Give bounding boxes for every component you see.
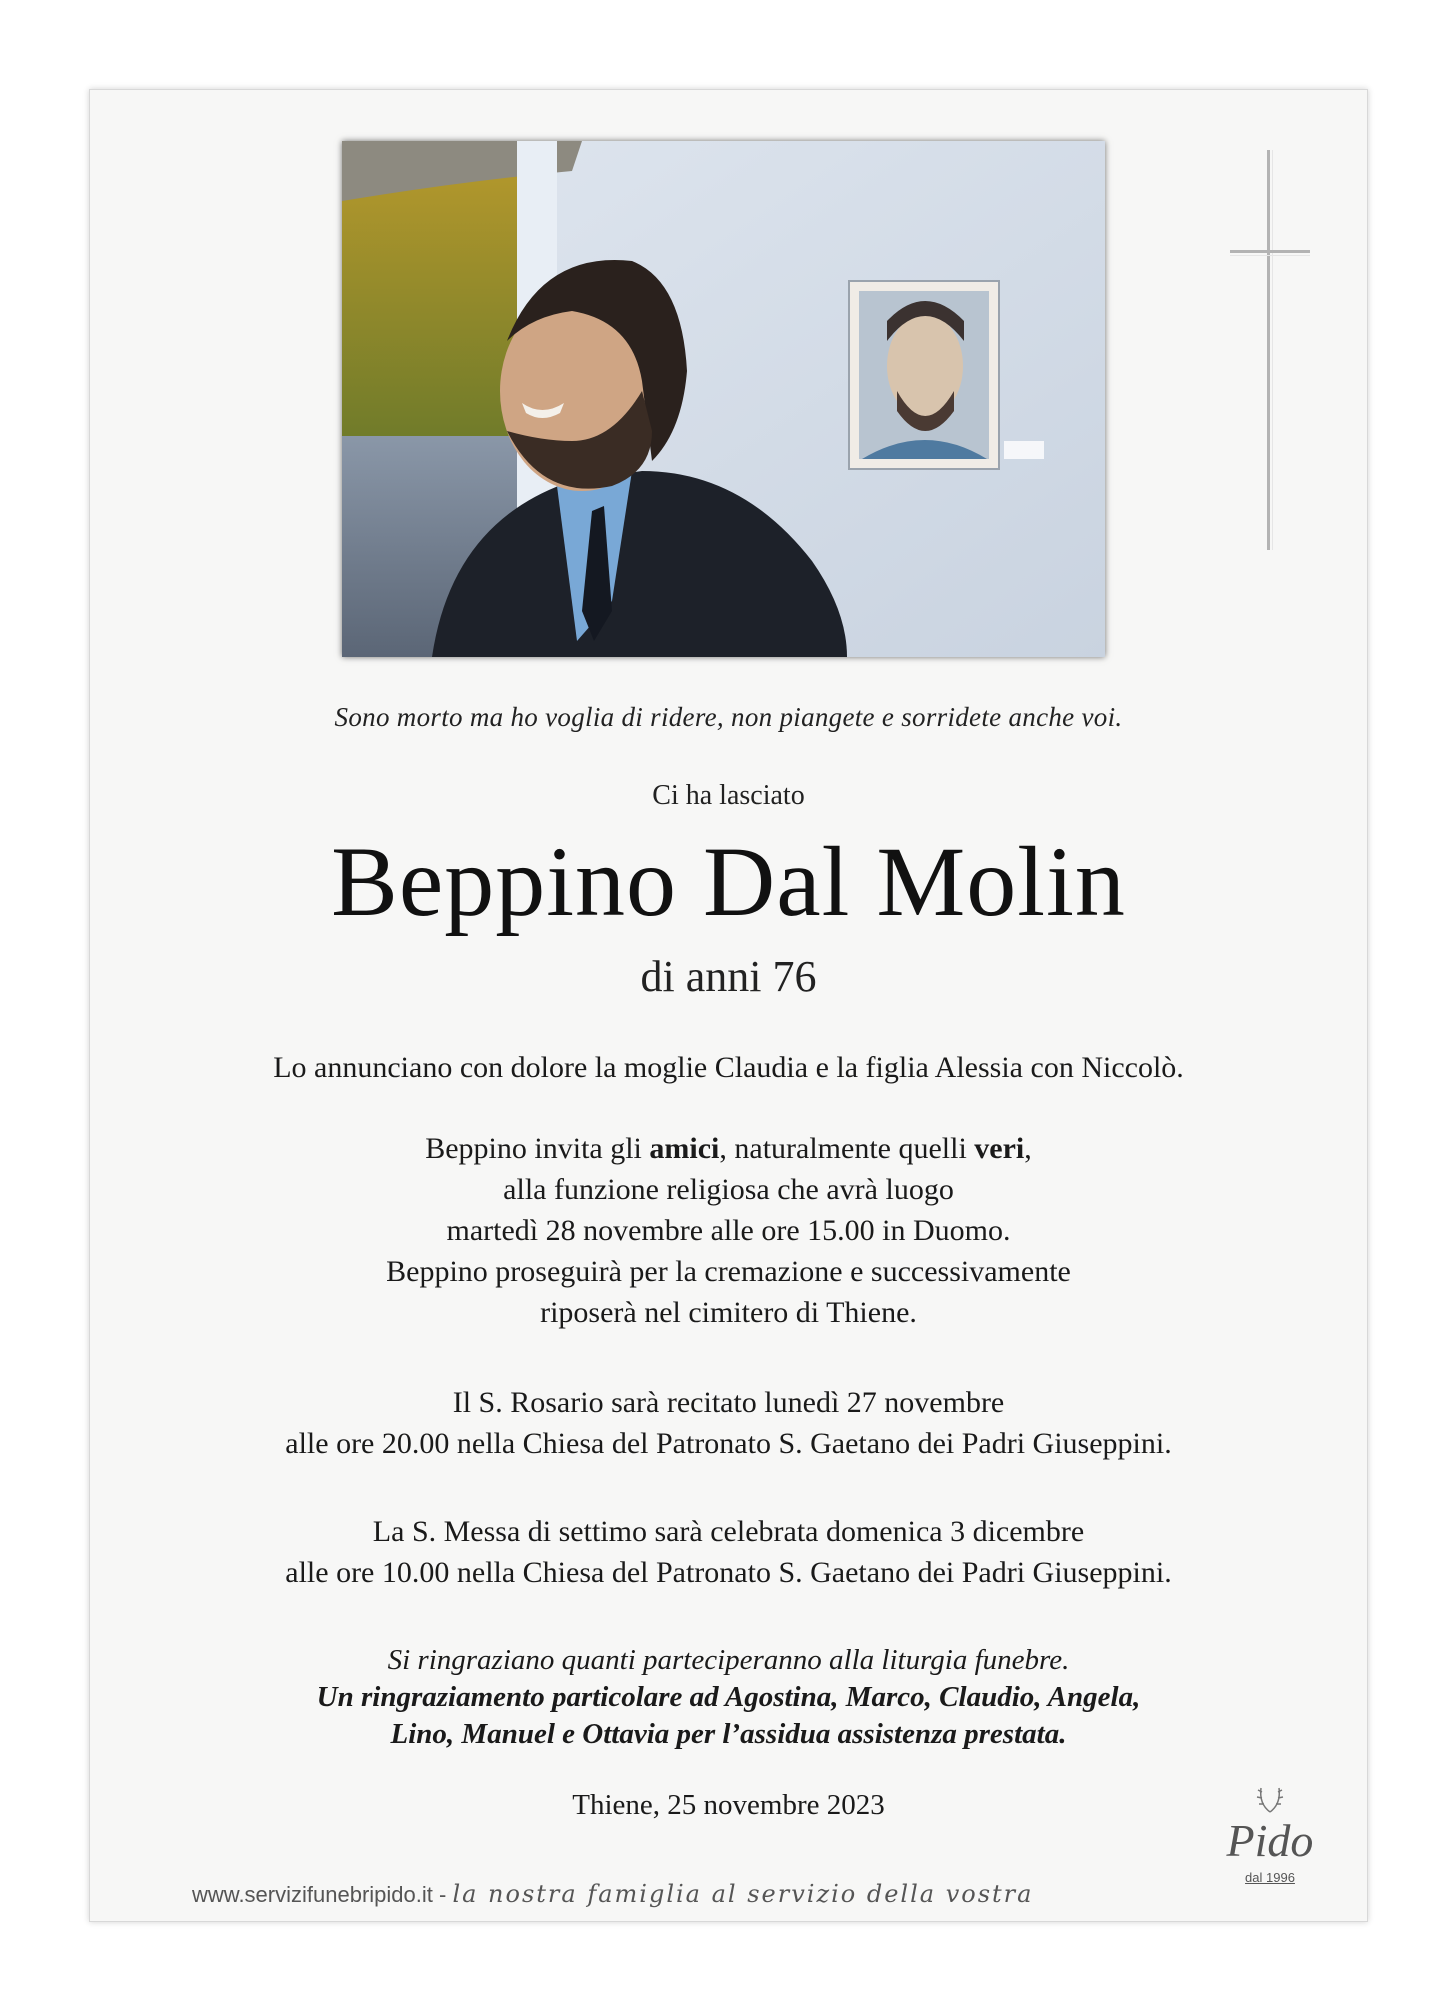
thanks-section <box>90 1642 1367 1753</box>
footer-tagline: la nostra famiglia al servizio della vostra <box>452 1880 1034 1908</box>
invite-line-2: alla funzione religiosa che avrà luogo <box>503 1173 954 1206</box>
mass-notice <box>90 1511 1367 1593</box>
invite-line-5: riposerà nel cimitero di Thiene. <box>540 1296 917 1329</box>
footer-separator: - <box>432 1882 453 1907</box>
rosary-line-1: Il S. Rosario sarà recitato lunedì 27 novembre <box>452 1386 1005 1419</box>
obituary-card <box>89 89 1368 1922</box>
age: di anni 76 <box>640 952 817 1001</box>
portrait-photo <box>342 141 1105 657</box>
cross-icon <box>1230 150 1310 550</box>
logo-since: dal 1996 <box>1245 1870 1295 1885</box>
invite-line-4: Beppino proseguirà per la cremazione e successivamente <box>386 1255 1071 1288</box>
website-link[interactable]: www.servizifunebripido.it <box>192 1882 433 1907</box>
intro-text: Ci ha lasciato <box>652 780 805 811</box>
invite-line-1: Beppino invita gli amici, naturalmente quelli veri, <box>425 1132 1032 1165</box>
mass-line-2: alle ore 10.00 nella Chiesa del Patronato S. Gaetano dei Padri Giuseppini. <box>285 1556 1172 1589</box>
place-date: Thiene, 25 novembre 2023 <box>572 1789 885 1821</box>
pido-logo <box>1210 1780 1330 1885</box>
funeral-invitation <box>90 1128 1367 1333</box>
thanks-line-1: Si ringraziano quanti parteciperanno alla liturgia funebre. <box>387 1644 1070 1676</box>
epigraph: Sono morto ma ho voglia di ridere, non piangete e sorridete anche voi. <box>334 702 1123 732</box>
thanks-line-3: Lino, Manuel e Ottavia per l’assidua assistenza prestata. <box>390 1718 1067 1750</box>
deceased-name: Beppino Dal Molin <box>331 826 1126 937</box>
rosary-line-2: alle ore 20.00 nella Chiesa del Patronato S. Gaetano dei Padri Giuseppini. <box>285 1427 1172 1460</box>
footer <box>192 1880 1033 1908</box>
laurel-icon <box>1253 1780 1287 1814</box>
mass-line-1: La S. Messa di settimo sarà celebrata domenica 3 dicembre <box>372 1515 1085 1548</box>
rosary-notice <box>90 1382 1367 1464</box>
thanks-line-2: Un ringraziamento particolare ad Agostina, Marco, Claudio, Angela, <box>316 1681 1141 1713</box>
logo-brand: Pido <box>1226 1815 1314 1866</box>
announcement: Lo annunciano con dolore la moglie Claudia e la figlia Alessia con Niccolò. <box>273 1051 1184 1084</box>
invite-line-3: martedì 28 novembre alle ore 15.00 in Duomo. <box>446 1214 1011 1247</box>
